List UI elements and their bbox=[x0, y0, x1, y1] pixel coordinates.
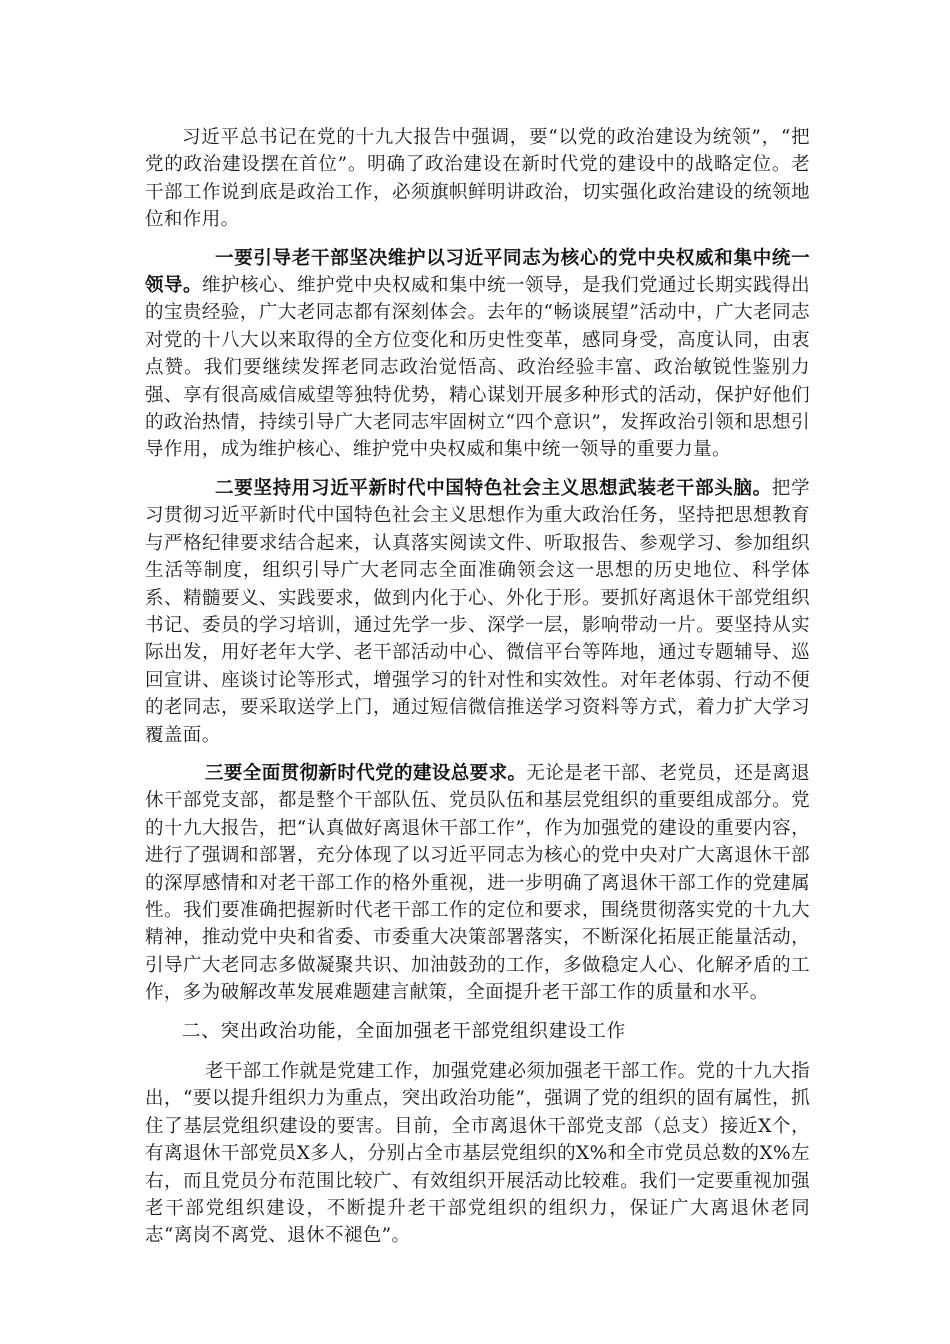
point-one-text: 维护核心、维护党中央权威和集中统一领导，是我们党通过长期实践得出的宝贵经验，广大老同志都有深刻体会。去年的“畅谈展望”活动中，广大老同志对党的十八大以来取得的全方位变化和历史性变革，感同身受，高度认同，由衷点赞。我们要继续发挥老同志政治觉悟高、政治经验丰富、政治敏锐性鉴别力强、享有很高威信威望等独特优势，精心谋划开展多种形式的活动，保护好他们的政治热情，持续引导广大老同志牢固树立“四个意识”，发挥政治引领和思想引导作用，成为维护核心、维护党中央权威和集中统一领导的重要力量。 bbox=[145, 275, 810, 461]
point-two-text: 把学习贯彻习近平新时代中国特色社会主义思想作为重大政治任务，坚持把思想教育与严格纪律要求结合起来，认真落实阅读文件、听取报告、参观学习、参加组织生活等制度，组织引导广大老同志全面准确领会这一思想的历史地位、科学体系、精髓要义、实践要求，做到内化于心、外化于形。要抓好离退休干部党组织书记、委员的学习培训，通过先学一步、深学一层，影响带动一片。要坚持从实际出发，用好老年大学、老干部活动中心、微信平台等阵地，通过专题辅导、巡回宣讲、座谈讨论等形式，增强学习的针对性和实效性。对年老体弱、行动不便的老同志，要采取送学上门，通过短信微信推送学习资料等方式，着力扩大学习覆盖面。 bbox=[145, 477, 810, 746]
closing-paragraph bbox=[145, 1058, 810, 1250]
intro-paragraph bbox=[145, 124, 810, 234]
intro-paragraph-text: 习近平总书记在党的十九大报告中强调，要“以党的政治建设为统领”，“把党的政治建设摆在首位”。明确了政治建设在新时代党的建设中的战略定位。老干部工作说到底是政治工作，必须旗帜鲜明讲政治，切实强化政治建设的统领地位和作用。 bbox=[145, 127, 810, 231]
point-two-paragraph bbox=[145, 475, 810, 749]
point-three-paragraph bbox=[145, 760, 810, 1007]
point-one-paragraph bbox=[145, 245, 810, 464]
point-two-lead: 二要坚持用习近平新时代中国特色社会主义思想武装老干部头脑。 bbox=[215, 477, 772, 499]
point-three-lead: 三要全面贯彻新时代党的建设总要求。 bbox=[205, 762, 527, 784]
document-body bbox=[145, 124, 810, 1261]
closing-paragraph-text: 老干部工作就是党建工作，加强党建必须加强老干部工作。党的十九大指出，“要以提升组织力为重点，突出政治功能”，强调了党的组织的固有属性，抓住了基层党组织建设的要害。目前，全市离退休干部党支部（总支）接近X个，有离退休干部党员X多人，分别占全市基层党组织的X%和全市党员总数的X%左右，而且党员分布范围比较广、有效组织开展活动比较难。我们一定要重视加强老干部党组织建设，不断提升老干部党组织的组织力，保证广大离退休老同志“离岗不离党、退休不褪色”。 bbox=[145, 1061, 810, 1247]
point-one-lead: 一要引导老干部坚决维护以习近平同志为核心的党中央权威和集中统一领导。 bbox=[145, 247, 810, 297]
point-three-text: 无论是老干部、老党员，还是离退休干部党支部，都是整个干部队伍、党员队伍和基层党组织的重要组成部分。党的十九大报告，把“认真做好离退休干部工作”，作为加强党的建设的重要内容，进行了强调和部署，充分体现了以习近平同志为核心的党中央对广大离退休干部的深厚感情和对老干部工作的格外重视，进一步明确了离退休干部工作的党建属性。我们要准确把握新时代老干部工作的定位和要求，围绕贯彻落实党的十九大精神，推动党中央和省委、市委重大决策部署落实，不断深化拓展正能量活动，引导广大老同志多做凝聚共识、加油鼓劲的工作，多做稳定人心、化解矛盾的工作，多为破解改革发展难题建言献策，全面提升老干部工作的质量和水平。 bbox=[145, 762, 810, 1004]
section-heading: 二、突出政治功能，全面加强老干部党组织建设工作 bbox=[182, 1020, 626, 1042]
